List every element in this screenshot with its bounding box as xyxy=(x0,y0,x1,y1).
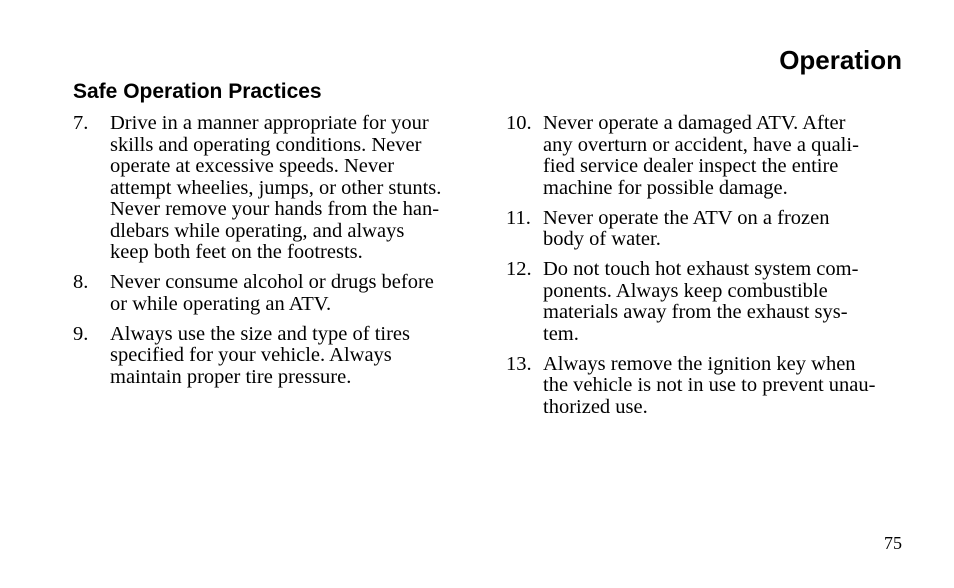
right-column xyxy=(506,113,908,427)
item-text: Always use the size and type of tires specified for your vehicle. Always maintain proper tire pressure. xyxy=(110,322,411,388)
item-number: 7. xyxy=(73,112,89,134)
section-title: Safe Operation Practices xyxy=(73,80,322,103)
item-number: 9. xyxy=(73,322,89,345)
list-item xyxy=(506,259,908,345)
item-number: 13. xyxy=(506,352,532,375)
item-number: 10. xyxy=(506,112,532,134)
item-number: 11. xyxy=(506,206,531,229)
item-text: Never consume alcohol or drugs before or while operating an ATV. xyxy=(110,271,434,315)
item-text: Do not touch hot exhaust system com- ponents. Always keep combustible materials away from the exhaust sys- tem. xyxy=(543,258,859,345)
item-number: 8. xyxy=(73,271,89,293)
item-text: Always remove the ignition key when the vehicle is not in use to prevent unau- thorized use. xyxy=(543,352,876,418)
left-column xyxy=(73,113,473,397)
item-text: Never operate the ATV on a frozen body of water. xyxy=(543,206,830,250)
list-item xyxy=(506,113,908,199)
list-item xyxy=(73,113,473,264)
list-item xyxy=(506,208,908,251)
item-text: Never operate a damaged ATV. After any overturn or accident, have a quali- fied service dealer inspect the entire machine for possible damage. xyxy=(543,112,859,199)
chapter-title: Operation xyxy=(779,45,902,75)
page-number: 75 xyxy=(884,533,902,553)
list-item xyxy=(506,354,908,419)
list-item xyxy=(73,324,473,389)
item-number: 12. xyxy=(506,258,532,280)
item-text: Drive in a manner appropriate for your skills and operating conditions. Never operate at excessive speeds. Never attempt wheelies, jumps, or other stunts. Never remove your hands from the han- dlebars while operating, and always keep both feet on the footrests. xyxy=(110,112,442,263)
list-item xyxy=(73,272,473,315)
